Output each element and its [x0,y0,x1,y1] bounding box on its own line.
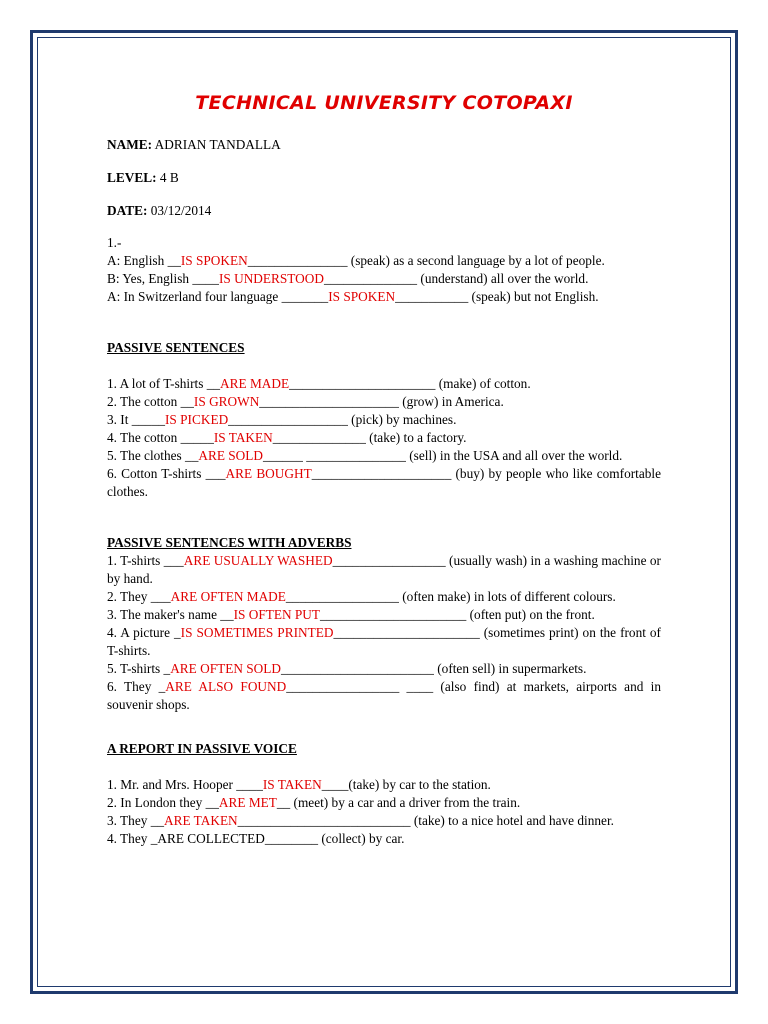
list-item: 2. In London they __ARE MET__ (meet) by a car and a driver from the train. [107,795,521,810]
list-item: 4. They _ARE COLLECTED________ (collect) by car. [107,831,405,846]
list-item: 1. A lot of T-shirts __ARE MADE______________________ (make) of cotton. [107,376,531,391]
list-item: 3. It _____IS PICKED__________________ (pick) by machines. [107,412,457,427]
adverbs-list [107,552,661,714]
passive-list [107,375,661,501]
exercise-line: B: Yes, English ____IS UNDERSTOOD______________ (understand) all over the world. [107,271,589,286]
answer-text: ARE ALSO FOUND [165,679,287,694]
date-value: 03/12/2014 [150,203,212,218]
answer-text: IS TAKEN [213,430,273,445]
list-item: 3. They __ARE TAKEN__________________________ (take) to a nice hotel and have dinner. [107,813,614,828]
list-item: 4. A picture _IS SOMETIMES PRINTED______________________ (sometimes print) on the front of T-shirts. [107,625,661,658]
document-title: TECHNICAL UNIVERSITY COTOPAXI [195,92,573,114]
answer-text: ARE USUALLY WASHED [183,553,333,568]
name-field [107,136,661,154]
list-item: 1. Mr. and Mrs. Hooper ____IS TAKEN____(take) by car to the station. [107,777,491,792]
list-item: 6. They _ARE ALSO FOUND_________________ ____ (also find) at markets, airports and in souvenir shops. [107,679,662,712]
answer-text: IS PICKED [165,412,229,427]
name-value: ADRIAN TANDALLA [154,137,281,152]
answer-text: IS SPOKEN [328,289,396,304]
report-list [107,776,661,848]
section-heading-passive: PASSIVE SENTENCES [107,340,245,355]
section-heading-adverbs: PASSIVE SENTENCES WITH ADVERBS [107,535,352,550]
answer-text: ARE MET [218,795,277,810]
date-label: DATE: [107,203,148,218]
list-item: 6. Cotton T-shirts ___ARE BOUGHT_____________________ (buy) by people who like comfortable clothes. [107,466,661,499]
answer-text: ARE SOLD [198,448,263,463]
list-item: 2. The cotton __IS GROWN_____________________ (grow) in America. [107,394,504,409]
answer-text: ARE OFTEN MADE [170,589,286,604]
list-item: 4. The cotton _____IS TAKEN______________ (take) to a factory. [107,430,467,445]
list-item: 5. The clothes __ARE SOLD______ _______________ (sell) in the USA and all over the world. [107,448,623,463]
answer-text: ARE MADE [220,376,290,391]
level-field [107,169,661,187]
date-field [107,202,661,220]
exercise-number: 1.- [107,235,122,250]
level-label: LEVEL: [107,170,157,185]
exercise-line: A: English __IS SPOKEN_______________ (speak) as a second language by a lot of people. [107,253,605,268]
list-item: 1. T-shirts ___ARE USUALLY WASHED_________________ (usually wash) in a washing machine or by hand. [107,553,661,586]
list-item: 3. The maker's name __IS OFTEN PUT______________________ (often put) on the front. [107,607,595,622]
answer-text: IS OFTEN PUT [233,607,321,622]
level-value: 4 B [159,170,179,185]
answer-text: IS TAKEN [262,777,322,792]
list-item: 2. They ___ARE OFTEN MADE_________________ (often make) in lots of different colours. [107,589,616,604]
exercise-line: A: In Switzerland four language _______IS SPOKEN___________ (speak) but not English. [107,289,599,304]
answer-text: IS UNDERSTOOD [218,271,324,286]
answer-text: ARE OFTEN SOLD [170,661,281,676]
name-label: NAME: [107,137,153,152]
section-heading-report: A REPORT IN PASSIVE VOICE [107,741,297,756]
answer-text: IS SOMETIMES PRINTED [180,625,334,640]
answer-text: ARE TAKEN [164,813,238,828]
document-body [107,88,661,848]
answer-text: IS SPOKEN [180,253,248,268]
answer-text: IS GROWN [193,394,260,409]
list-item: 5. T-shirts _ARE OFTEN SOLD_______________________ (often sell) in supermarkets. [107,661,587,676]
answer-text: ARE BOUGHT [225,466,312,481]
